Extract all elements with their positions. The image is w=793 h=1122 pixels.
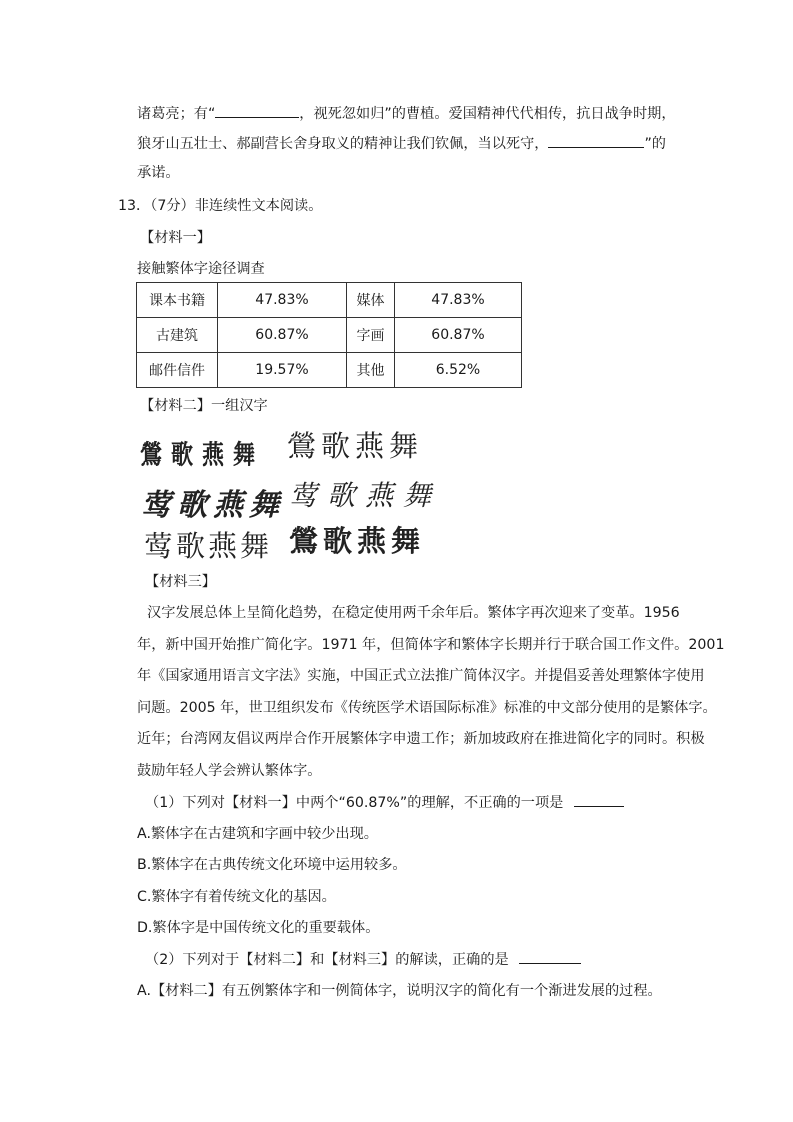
table-cell: 古建筑 [137, 318, 218, 353]
paragraph-line: 鼓励年轻人学会辨认繁体字。 [137, 763, 322, 779]
text-fragment: 诸葛亮；有“ [137, 106, 216, 122]
table-cell: 媒体 [347, 283, 395, 318]
answer-blank[interactable] [574, 792, 624, 807]
survey-table [136, 282, 522, 388]
text-fragment: ”的 [644, 136, 666, 152]
option-a: A.繁体字在古建筑和字画中较少出现。 [137, 826, 378, 842]
table-row [137, 318, 522, 353]
material-1-label: 【材料一】 [140, 230, 211, 246]
question-13-heading: 13．（7分）非连续性文本阅读。 [118, 198, 323, 214]
paragraph-line: 汉字发展总体上呈简化趋势，在稳定使用两千余年后。繁体字再次迎来了变革。1956 [147, 605, 680, 621]
fill-blank[interactable] [215, 103, 299, 118]
table-cell: 字画 [347, 318, 395, 353]
sub-question-1 [145, 792, 624, 813]
paragraph-line: 年，新中国开始推广简化字。1971 年，但简体字和繁体字长期并行于联合国工作文件。2001 [137, 637, 725, 653]
text-fragment: 狼牙山五壮士、郝副营长舍身取义的精神让我们钦佩，当以死守， [137, 136, 549, 152]
table-title: 接触繁体字途径调查 [137, 261, 265, 277]
calligraphy-seal-script: 鶯歌燕舞 [140, 439, 265, 471]
table-cell: 47.83% [395, 283, 522, 318]
table-row [137, 283, 522, 318]
poem-line-3: 承诺。 [137, 165, 180, 181]
option-c: C.繁体字有着传统文化的基因。 [137, 889, 336, 905]
text-fragment: ，视死忽如归”的曹植。爱国精神代代相传，抗日战争时期， [299, 106, 676, 122]
option-a-2: A.【材料二】有五例繁体字和一例简体字，说明汉字的简化有一个渐进发展的过程。 [137, 983, 662, 999]
table-row [137, 353, 522, 388]
material-3-label: 【材料三】 [145, 574, 216, 590]
poem-line-1 [137, 103, 676, 124]
sub-question-2 [145, 949, 581, 970]
option-d: D.繁体字是中国传统文化的重要载体。 [137, 920, 380, 936]
calligraphy-cursive-script: 莺歌燕舞 [289, 479, 442, 512]
option-b: B.繁体字在古典传统文化环境中运用较多。 [137, 857, 407, 873]
table-cell: 60.87% [218, 318, 347, 353]
calligraphy-simplified-kai: 莺歌燕舞 [144, 529, 273, 563]
table-cell: 47.83% [218, 283, 347, 318]
table-cell: 其他 [347, 353, 395, 388]
table-cell: 6.52% [395, 353, 522, 388]
answer-blank[interactable] [519, 949, 581, 964]
table-cell: 课本书籍 [137, 283, 218, 318]
calligraphy-simplified-bold: 莺歌燕舞 [141, 488, 285, 523]
poem-line-2 [137, 133, 666, 154]
paragraph-line: 近年；台湾网友倡议两岸合作开展繁体字申遗工作；新加坡政府在推进简化字的同时。积极 [137, 731, 705, 747]
fill-blank[interactable] [548, 133, 644, 148]
calligraphy-clerical-script: 鶯歌燕舞 [289, 524, 426, 558]
table-cell: 邮件信件 [137, 353, 218, 388]
calligraphy-traditional-regular: 鶯歌燕舞 [287, 429, 424, 463]
paragraph-line: 年《国家通用语言文字法》实施，中国正式立法推广简体汉字。并提倡妥善处理繁体字使用 [137, 668, 705, 684]
question-text: （1）下列对【材料一】中两个“60.87%”的理解，不正确的一项是 [145, 795, 564, 811]
table-cell: 19.57% [218, 353, 347, 388]
table-cell: 60.87% [395, 318, 522, 353]
paragraph-line: 问题。2005 年，世卫组织发布《传统医学术语国际标准》标准的中文部分使用的是繁体字。 [137, 700, 717, 716]
question-text: （2）下列对于【材料二】和【材料三】的解读，正确的是 [145, 952, 509, 968]
material-2-label: 【材料二】一组汉字 [140, 398, 268, 414]
